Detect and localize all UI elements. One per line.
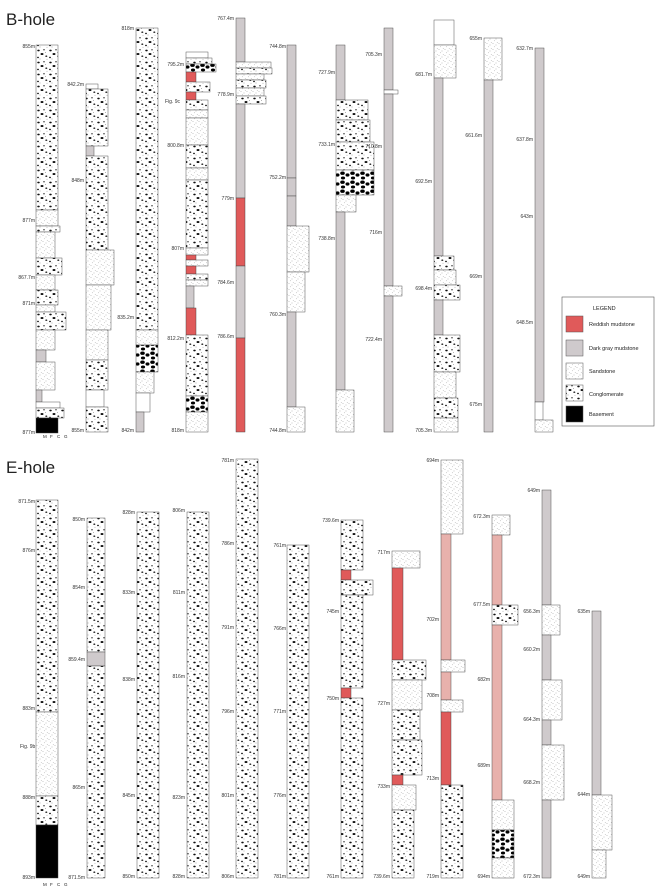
grain-gravel: G <box>64 434 68 439</box>
layer-conglomerate <box>36 796 58 825</box>
depth-label: 710.8m <box>365 144 382 150</box>
legend-swatch-gray <box>566 340 583 356</box>
depth-label: 784.6m <box>217 280 234 286</box>
legend-label-gray: Dark gray mudstone <box>589 346 639 352</box>
grain-scale-b <box>43 434 68 439</box>
depth-label: 649m <box>527 488 540 494</box>
layer-gray-mudstone <box>434 78 443 256</box>
depth-label: 675m <box>469 402 482 408</box>
layer-conglomerate <box>492 605 518 625</box>
depth-label: 632.7m <box>516 46 533 52</box>
legend-swatch-cong <box>566 385 583 401</box>
layer-coarse-conglomerate <box>492 830 514 858</box>
layer-conglomerate <box>434 285 460 300</box>
layer-sandstone <box>392 680 422 710</box>
depth-label: 818m <box>171 428 184 434</box>
depth-label: 801m <box>221 793 234 799</box>
legend-label-basement: Basement <box>589 412 614 418</box>
layer-sandstone <box>86 250 114 285</box>
layer-gray-mudstone <box>36 390 42 402</box>
depth-label: 677.5m <box>473 602 490 608</box>
layer-sandstone <box>434 270 456 285</box>
depth-label: 871.5m <box>68 875 85 881</box>
depth-label: 766m <box>273 626 286 632</box>
legend-swatch-sand <box>566 363 583 379</box>
layer-sandstone <box>287 226 309 272</box>
layer-conglomerate <box>186 180 208 248</box>
depth-label: 883m <box>22 706 35 712</box>
layer-conglomerate <box>392 660 426 680</box>
layer-sandstone <box>592 850 606 878</box>
depth-label: 669m <box>469 274 482 280</box>
depth-label: 806m <box>221 874 234 880</box>
layer-reddish-mudstone <box>236 198 245 266</box>
layer-sandstone <box>592 795 612 850</box>
layer-gray-mudstone <box>236 104 245 198</box>
depth-label: 727.9m <box>318 70 335 76</box>
layer-conglomerate <box>236 80 266 88</box>
layer-sandstone <box>392 785 416 810</box>
depth-label: 811m <box>172 590 185 596</box>
depth-label: 672.3m <box>473 514 490 520</box>
depth-label: 698.4m <box>415 286 432 292</box>
depth-label: 750m <box>326 696 339 702</box>
layer-conglomerate <box>341 520 363 570</box>
depth-label: 713m <box>426 776 439 782</box>
layer-blank <box>136 393 150 412</box>
layer-gray-mudstone <box>136 412 144 432</box>
layer-gray-mudstone <box>186 286 194 308</box>
depth-label: 835.2m <box>117 315 134 321</box>
depth-label: 854m <box>72 585 85 591</box>
depth-label: 807m <box>171 246 184 252</box>
layer-reddish-mudstone <box>341 570 351 580</box>
depth-label: 664.3m <box>523 717 540 723</box>
legend-title: LEGEND <box>593 306 616 312</box>
depth-label: 702m <box>426 617 439 623</box>
layer-sandstone <box>492 858 514 878</box>
layer-basement <box>36 418 58 433</box>
layer-sandstone <box>434 418 458 432</box>
layer-conglomerate <box>236 68 272 74</box>
layer-gray-mudstone <box>535 48 544 402</box>
fig-9b-label: Fig. 9b <box>20 744 36 750</box>
layer-reddish-mudstone <box>186 72 196 82</box>
layer-gray-mudstone <box>86 146 94 156</box>
depth-label: 717m <box>377 550 390 556</box>
layer-sandstone <box>186 260 208 266</box>
layer-gray-mudstone <box>542 720 551 745</box>
layer-sandstone <box>287 407 305 432</box>
layer-conglomerate <box>236 459 258 878</box>
layer-conglomerate <box>186 274 208 280</box>
depth-label: 842.2m <box>67 82 84 88</box>
depth-label: 689m <box>477 763 490 769</box>
layer-blank <box>36 402 60 408</box>
layer-reddish-mudstone <box>186 255 196 260</box>
layer-sandstone <box>535 420 553 432</box>
depth-label: 828m <box>172 874 185 880</box>
layer-gray-mudstone <box>336 45 345 100</box>
depth-label: 850m <box>72 517 85 523</box>
layer-conglomerate <box>136 28 158 330</box>
layer-coarse-conglomerate <box>336 170 374 195</box>
layer-conglomerate <box>36 226 60 232</box>
depth-label: 796m <box>221 709 234 715</box>
layer-coarse-conglomerate <box>136 345 158 372</box>
depth-label: 644m <box>577 792 590 798</box>
depth-label: 739.6m <box>322 518 339 524</box>
layer-sandstone <box>392 551 420 568</box>
layer-mottled-mudstone <box>492 625 502 800</box>
legend-swatch-basement <box>566 406 583 422</box>
depth-label: 776m <box>273 793 286 799</box>
depth-label: 739.6m <box>373 874 390 880</box>
layer-gray-mudstone <box>236 266 245 338</box>
layer-conglomerate <box>86 407 108 432</box>
legend-swatch-reddish <box>566 316 583 332</box>
depth-label: 655m <box>469 36 482 42</box>
layer-conglomerate <box>434 335 460 372</box>
layer-gray-mudstone <box>542 490 551 605</box>
depth-label: 705.3m <box>415 428 432 434</box>
layer-sandstone <box>336 390 354 432</box>
layer-sandstone <box>186 412 208 432</box>
depth-label: 781m <box>273 874 286 880</box>
layer-sandstone <box>36 330 55 350</box>
layer-sandstone <box>542 605 560 635</box>
layer-gray-mudstone <box>287 45 296 178</box>
depth-label: 761m <box>273 543 286 549</box>
layer-sandstone <box>441 660 465 672</box>
layer-sandstone <box>86 285 111 330</box>
depth-label: 681.7m <box>415 72 432 78</box>
depth-label: 779m <box>221 196 234 202</box>
layer-sandstone <box>492 515 510 535</box>
layer-gray-mudstone <box>434 300 443 335</box>
depth-label: 727m <box>377 701 390 707</box>
depth-label: 855m <box>71 428 84 434</box>
grain-fine: F <box>50 434 53 439</box>
layer-reddish-mudstone <box>341 688 351 698</box>
layer-conglomerate <box>87 518 105 652</box>
layer-blank <box>434 20 454 45</box>
depth-label: 738.8m <box>318 236 335 242</box>
layer-sandstone <box>336 195 356 212</box>
depth-label: 733m <box>377 784 390 790</box>
layer-gray-mudstone <box>384 28 393 90</box>
layer-reddish-mudstone <box>392 775 403 785</box>
layer-basement <box>36 825 58 878</box>
grain-coarse: C <box>57 434 61 439</box>
depth-label: 823m <box>172 795 185 801</box>
layer-conglomerate <box>137 512 159 878</box>
layer-gray-mudstone <box>592 611 601 795</box>
depth-label: 708m <box>426 693 439 699</box>
grain-scale-e <box>43 882 68 887</box>
layer-reddish-mudstone <box>441 712 451 785</box>
legend <box>562 297 654 426</box>
depth-label: 643m <box>520 214 533 220</box>
layer-blank <box>535 402 543 420</box>
layer-conglomerate <box>392 810 414 878</box>
layer-conglomerate <box>36 408 64 418</box>
layer-conglomerate <box>36 290 58 305</box>
layer-conglomerate <box>392 710 420 740</box>
depth-label: 781m <box>221 458 234 464</box>
depth-label: 838m <box>122 677 135 683</box>
depth-label: 752.2m <box>269 175 286 181</box>
depth-label: 716m <box>369 230 382 236</box>
layer-sandstone <box>434 45 456 78</box>
grain-gravel: G <box>64 882 68 887</box>
layer-sandstone <box>384 286 402 296</box>
layer-conglomerate <box>87 666 105 878</box>
grain-mud: M <box>43 434 47 439</box>
layer-sandstone <box>136 372 154 393</box>
depth-label: 705.3m <box>365 52 382 58</box>
layer-sandstone <box>542 745 564 800</box>
b-hole-title: B-hole <box>6 10 56 29</box>
layer-reddish-mudstone <box>186 308 196 335</box>
layer-gray-mudstone <box>542 635 551 680</box>
layer-conglomerate <box>434 256 454 270</box>
depth-label: 818m <box>121 26 134 32</box>
depth-label: 733.1m <box>318 142 335 148</box>
layer-sandstone <box>186 280 208 286</box>
depth-label: 876m <box>22 548 35 554</box>
depth-label: 855m <box>22 44 35 50</box>
layer-mottled-mudstone <box>492 535 502 605</box>
depth-label: 795.2m <box>167 62 184 68</box>
legend-label-cong: Conglomerate <box>589 392 624 398</box>
depth-label: 661.6m <box>465 133 482 139</box>
layer-sandstone <box>36 232 55 258</box>
layer-sandstone <box>236 74 264 80</box>
layer-conglomerate <box>336 100 368 120</box>
layer-sandstone <box>186 168 208 180</box>
depth-label: 786m <box>221 541 234 547</box>
layer-conglomerate <box>86 89 108 146</box>
layer-conglomerate <box>186 145 208 168</box>
depth-label: 744.8m <box>269 44 286 50</box>
depth-label: 660.2m <box>523 647 540 653</box>
layer-conglomerate <box>86 156 108 250</box>
depth-label: 845m <box>122 793 135 799</box>
layer-conglomerate <box>36 45 58 210</box>
layer-conglomerate <box>287 545 309 878</box>
layer-mottled-mudstone <box>441 672 451 700</box>
depth-label: 867.7m <box>18 275 35 281</box>
depth-label: 719m <box>426 874 439 880</box>
layer-conglomerate <box>186 82 210 92</box>
depth-label: 722.4m <box>365 337 382 343</box>
layer-conglomerate <box>236 96 266 104</box>
layer-sandstone <box>36 305 55 312</box>
layer-blank <box>86 390 104 407</box>
layer-conglomerate <box>341 580 373 595</box>
layer-sandstone <box>434 372 456 398</box>
layer-gray-mudstone <box>484 80 493 432</box>
layer-blank <box>186 52 208 58</box>
grain-coarse: C <box>57 882 61 887</box>
layer-gray-mudstone <box>87 652 105 666</box>
fig-9c-label: Fig. 9c <box>165 99 181 105</box>
layer-gray-mudstone <box>336 212 345 390</box>
layer-reddish-mudstone <box>186 266 196 274</box>
depth-label: 791m <box>221 625 234 631</box>
layer-coarse-conglomerate <box>186 396 208 412</box>
layer-conglomerate <box>441 785 463 878</box>
grain-fine: F <box>50 882 53 887</box>
layer-sandstone <box>441 460 463 534</box>
depth-label: 637.8m <box>516 137 533 143</box>
depth-label: 877m <box>22 430 35 436</box>
depth-label: 656.3m <box>523 609 540 615</box>
layer-conglomerate <box>392 740 422 775</box>
depth-label: 850m <box>122 874 135 880</box>
layer-sandstone <box>86 330 108 360</box>
layer-sandstone <box>186 110 208 118</box>
layer-reddish-mudstone <box>236 338 245 432</box>
layer-conglomerate <box>86 360 108 390</box>
depth-label: 672.3m <box>523 874 540 880</box>
depth-label: 816m <box>172 674 185 680</box>
depth-label: 771m <box>273 709 286 715</box>
e-hole-title: E-hole <box>6 458 56 477</box>
depth-label: 694m <box>426 458 439 464</box>
layer-sandstone <box>236 62 271 68</box>
depth-label: 668.2m <box>523 780 540 786</box>
layer-conglomerate <box>36 312 66 330</box>
depth-label: 635m <box>577 609 590 615</box>
layer-conglomerate <box>187 512 209 878</box>
layer-sandstone <box>36 275 55 290</box>
depth-label: 649m <box>577 874 590 880</box>
layer-sandstone <box>492 800 514 830</box>
depth-label: 806m <box>172 508 185 514</box>
layer-conglomerate <box>434 398 458 418</box>
legend-label-reddish: Reddish mudstone <box>589 322 635 328</box>
depth-label: 760.3m <box>269 312 286 318</box>
depth-label: 871.5m <box>18 499 35 505</box>
depth-label: 786.6m <box>217 334 234 340</box>
grain-mud: M <box>43 882 47 887</box>
layer-gray-mudstone <box>542 800 551 878</box>
depth-label: 694m <box>477 874 490 880</box>
layer-sandstone <box>441 700 463 712</box>
layer-conglomerate <box>341 698 363 878</box>
depth-label: 871m <box>22 301 35 307</box>
depth-label: 682m <box>477 677 490 683</box>
layer-gray-mudstone <box>287 312 296 407</box>
layer-reddish-mudstone <box>186 92 196 100</box>
layer-sandstone <box>236 88 264 96</box>
depth-label: 761m <box>326 874 339 880</box>
layer-gray-mudstone <box>236 18 245 62</box>
layer-sandstone <box>136 330 158 345</box>
depth-label: 859.4m <box>68 657 85 663</box>
layer-sandstone <box>36 712 58 796</box>
layer-conglomerate <box>36 258 62 275</box>
layer-blank <box>384 90 398 94</box>
depth-label: 848m <box>71 178 84 184</box>
depth-label: 865m <box>72 785 85 791</box>
layer-gray-mudstone <box>36 350 46 362</box>
depth-label: 778.9m <box>217 92 234 98</box>
layer-gray-mudstone <box>287 196 296 226</box>
layer-sandstone <box>484 38 502 80</box>
depth-label: 767.4m <box>217 16 234 22</box>
depth-label: 842m <box>121 428 134 434</box>
layer-sandstone <box>36 362 55 390</box>
depth-label: 833m <box>122 590 135 596</box>
layer-blank <box>86 84 98 89</box>
layer-gray-mudstone <box>384 94 393 286</box>
layer-sandstone <box>542 680 562 720</box>
depth-label: 692.5m <box>415 179 432 185</box>
depth-label: 745m <box>326 609 339 615</box>
layer-sandstone <box>186 118 208 145</box>
depth-label: 800.8m <box>167 143 184 149</box>
layer-conglomerate <box>186 58 212 64</box>
layer-gray-mudstone <box>384 296 393 432</box>
layer-conglomerate <box>336 120 370 142</box>
layer-conglomerate <box>186 100 208 110</box>
layer-gray-mudstone <box>287 178 296 196</box>
depth-label: 888m <box>22 795 35 801</box>
layer-reddish-mudstone <box>392 568 403 660</box>
layer-mottled-mudstone <box>441 534 451 660</box>
depth-label: 893m <box>22 875 35 881</box>
depth-label: 877m <box>22 218 35 224</box>
layer-sandstone <box>287 272 305 312</box>
layer-conglomerate <box>341 595 363 688</box>
legend-label-sand: Sandstone <box>589 369 616 375</box>
layer-sandstone <box>36 210 58 226</box>
depth-label: 744.8m <box>269 428 286 434</box>
depth-label: 648.5m <box>516 320 533 326</box>
layer-conglomerate <box>186 335 208 396</box>
layer-coarse-conglomerate <box>186 64 216 72</box>
depth-label: 812.2m <box>167 336 184 342</box>
layer-conglomerate <box>36 500 58 712</box>
depth-label: 828m <box>122 510 135 516</box>
layer-sandstone <box>186 248 208 255</box>
